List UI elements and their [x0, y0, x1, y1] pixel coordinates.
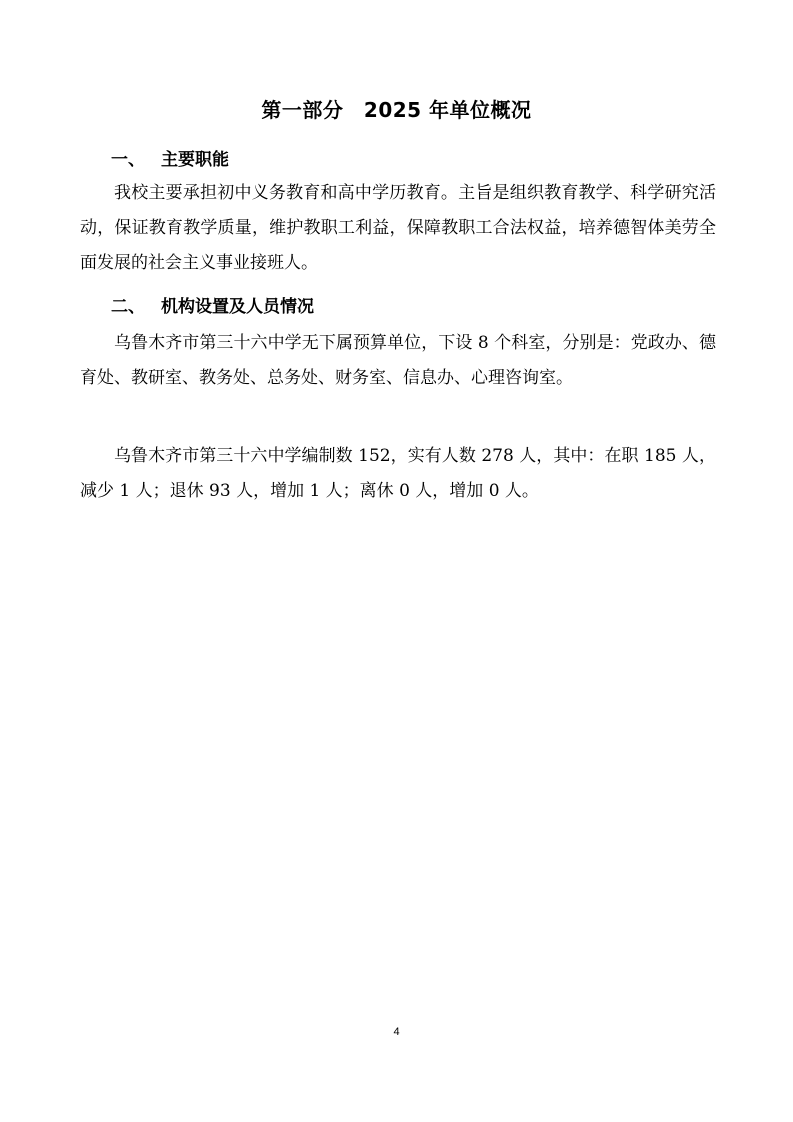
page-number: 4	[393, 1026, 400, 1038]
section-number: 一、	[111, 150, 145, 170]
paragraph-staffing: 乌鲁木齐市第三十六中学编制数 152，实有人数 278 人，其中：在职 185 人，减少 1 人；退休 93 人，增加 1 人；离休 0 人，增加 0 人。	[80, 446, 716, 501]
page-title: 第一部分 2025 年单位概况	[261, 98, 532, 122]
section-heading-text: 机构设置及人员情况	[161, 297, 314, 317]
section-number: 二、	[111, 297, 145, 317]
section-heading-functions	[111, 148, 229, 172]
section-heading-organization	[111, 295, 314, 319]
paragraph-departments: 乌鲁木齐市第三十六中学无下属预算单位，下设 8 个科室，分别是：党政办、德育处、教研室、教务处、总务处、财务室、信息办、心理咨询室。	[80, 333, 716, 388]
paragraph-functions: 我校主要承担初中义务教育和高中学历教育。主旨是组织教育教学、科学研究活动，保证教育教学质量，维护教职工利益，保障教职工合法权益，培养德智体美劳全面发展的社会主义事业接班人。	[80, 183, 716, 273]
section-heading-text: 主要职能	[161, 150, 229, 170]
